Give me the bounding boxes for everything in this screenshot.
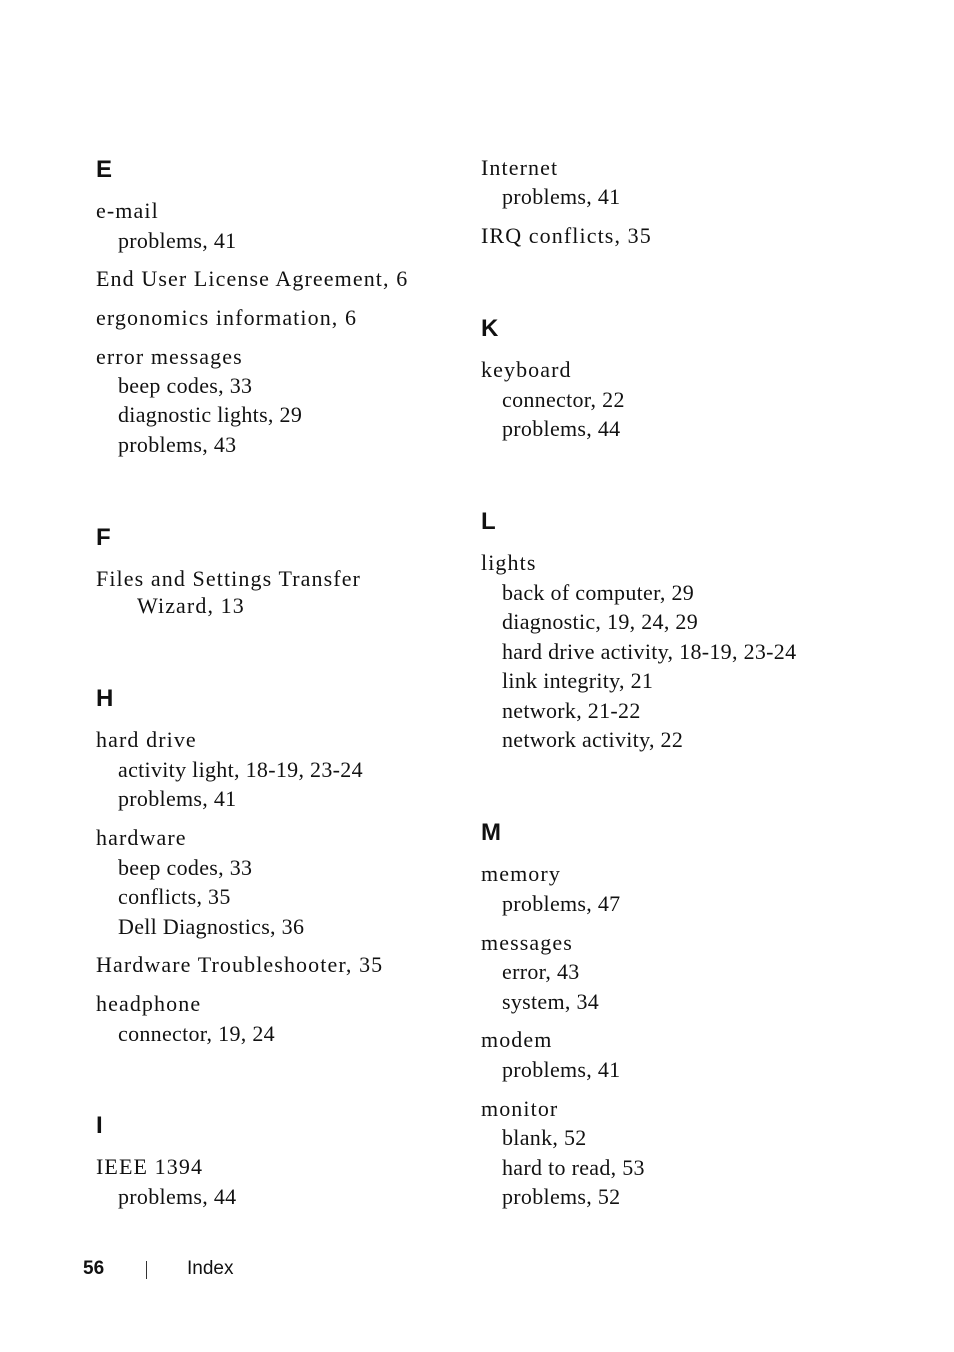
index-entry-keyboard: keyboard xyxy=(481,357,572,382)
index-entry-files-settings: Files and Settings Transfer xyxy=(96,566,361,591)
index-subentry: beep codes, 33 xyxy=(118,855,253,880)
index-entry-hardware: hardware xyxy=(96,825,187,850)
index-subentry: beep codes, 33 xyxy=(118,373,253,398)
index-subentry: problems, 44 xyxy=(502,416,621,441)
index-subentry: hard drive activity, 18-19, 23-24 xyxy=(502,639,797,664)
index-subentry: problems, 41 xyxy=(502,184,621,209)
index-subentry: connector, 22 xyxy=(502,387,625,412)
index-subentry: activity light, 18-19, 23-24 xyxy=(118,757,363,782)
section-letter-l: L xyxy=(481,508,496,535)
index-entry-monitor: monitor xyxy=(481,1096,559,1121)
index-subentry: hard to read, 53 xyxy=(502,1155,645,1180)
index-entry-continuation: Wizard, 13 xyxy=(137,593,245,618)
index-subentry: problems, 41 xyxy=(502,1057,621,1082)
index-entry-hw-troubleshooter: Hardware Troubleshooter, 35 xyxy=(96,952,384,977)
index-subentry: problems, 41 xyxy=(118,786,237,811)
index-entry-irq: IRQ conflicts, 35 xyxy=(481,223,652,248)
index-subentry: blank, 52 xyxy=(502,1125,587,1150)
index-subentry: problems, 47 xyxy=(502,891,621,916)
section-letter-i: I xyxy=(96,1112,103,1139)
page-number: 56 xyxy=(83,1258,105,1279)
section-letter-k: K xyxy=(481,315,499,342)
index-subentry: diagnostic, 19, 24, 29 xyxy=(502,609,699,634)
index-entry-lights: lights xyxy=(481,550,537,575)
index-subentry: back of computer, 29 xyxy=(502,580,695,605)
index-subentry: error, 43 xyxy=(502,959,580,984)
section-letter-m: M xyxy=(481,819,501,846)
index-entry-ieee: IEEE 1394 xyxy=(96,1154,204,1179)
index-subentry: link integrity, 21 xyxy=(502,668,654,693)
index-entry-modem: modem xyxy=(481,1027,553,1052)
index-subentry: problems, 44 xyxy=(118,1184,237,1209)
index-entry-headphone: headphone xyxy=(96,991,202,1016)
index-entry-internet: Internet xyxy=(481,155,559,180)
index-subentry: problems, 52 xyxy=(502,1184,621,1209)
index-entry-email: e-mail xyxy=(96,198,159,223)
index-subentry: problems, 43 xyxy=(118,432,237,457)
index-entry-ergonomics: ergonomics information, 6 xyxy=(96,305,358,330)
index-entry-messages: messages xyxy=(481,930,573,955)
index-subentry: network activity, 22 xyxy=(502,727,684,752)
index-entry-error-messages: error messages xyxy=(96,344,243,369)
section-letter-h: H xyxy=(96,685,114,712)
index-subentry: system, 34 xyxy=(502,989,600,1014)
section-letter-e: E xyxy=(96,156,113,183)
index-subentry: problems, 41 xyxy=(118,228,237,253)
index-subentry: network, 21-22 xyxy=(502,698,641,723)
index-entry-memory: memory xyxy=(481,861,561,886)
section-letter-f: F xyxy=(96,524,111,551)
index-subentry: conflicts, 35 xyxy=(118,884,231,909)
footer-section-title: Index xyxy=(187,1258,234,1279)
index-subentry: diagnostic lights, 29 xyxy=(118,402,303,427)
index-entry-eula: End User License Agreement, 6 xyxy=(96,266,409,291)
index-entry-hard-drive: hard drive xyxy=(96,727,197,752)
index-subentry: Dell Diagnostics, 36 xyxy=(118,914,305,939)
index-subentry: connector, 19, 24 xyxy=(118,1021,275,1046)
footer-divider xyxy=(146,1261,147,1279)
